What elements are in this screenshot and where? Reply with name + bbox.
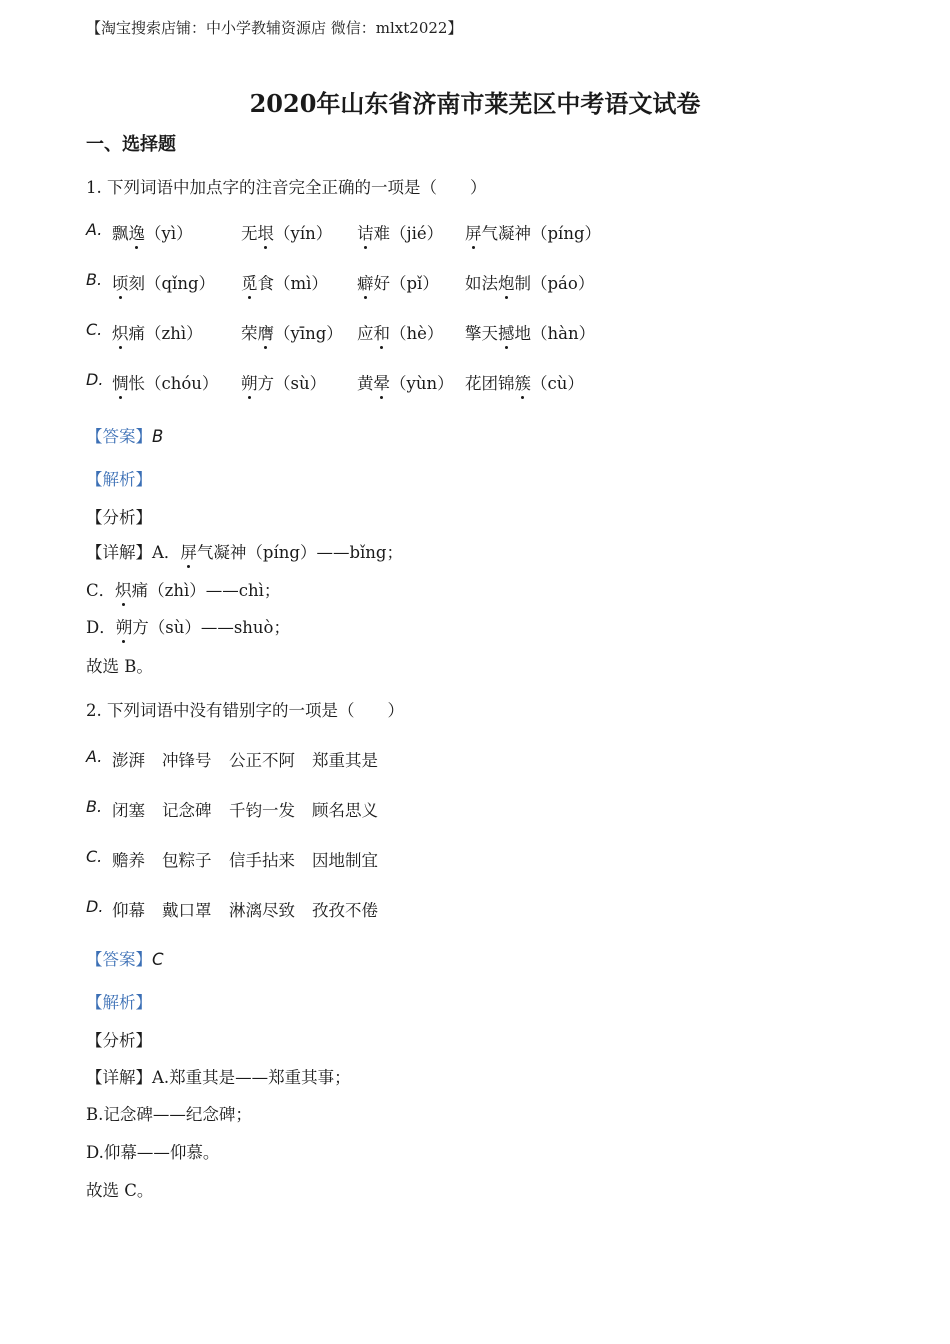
q1-option-b xyxy=(86,270,686,296)
dotted-char: 膺 xyxy=(257,324,274,343)
option-term: 荣膺（yīng） xyxy=(241,324,343,343)
dotted-char: 顷 xyxy=(112,274,129,293)
section-heading: 一、选择题 xyxy=(86,134,176,155)
q1-answer: 【答案】B xyxy=(86,427,164,446)
q1-detail-d: D．朔方（sù）——shuò； xyxy=(86,618,290,637)
option-word: 郑重其是 xyxy=(312,751,378,770)
q2-answer: 【答案】C xyxy=(86,950,164,969)
dotted-char: 炮 xyxy=(498,274,515,293)
dotted-char: 屏 xyxy=(465,224,482,243)
option-word: 顾名思义 xyxy=(312,801,378,820)
page-title: 2020年山东省济南市莱芜区中考语文试卷 xyxy=(249,89,701,118)
dotted-char: 垠 xyxy=(257,224,274,243)
option-term: 应和（hè） xyxy=(357,324,444,343)
option-letter: D. xyxy=(86,897,104,916)
q1-fenxi: 【分析】 xyxy=(86,508,152,527)
option-term: 惆怅（chóu） xyxy=(112,374,219,393)
option-letter: B. xyxy=(86,797,103,816)
option-letter: D. xyxy=(86,370,104,389)
q1-option-c xyxy=(86,320,686,346)
option-word: 仰幕 xyxy=(112,901,145,920)
q1-option-d xyxy=(86,370,686,396)
option-term: 炽痛（zhì） xyxy=(112,324,203,343)
dotted-char: 晕 xyxy=(373,374,390,393)
q2-detail-a: 【详解】A.郑重其是——郑重其事； xyxy=(86,1068,351,1087)
q2-option-b xyxy=(86,797,486,823)
q2-analysis-label: 【解析】 xyxy=(86,993,152,1012)
q1-option-a xyxy=(86,220,686,246)
option-word: 孜孜不倦 xyxy=(312,901,378,920)
dotted-char: 癖 xyxy=(357,274,374,293)
option-word: 澎湃 xyxy=(112,751,145,770)
option-word: 信手拈来 xyxy=(229,851,295,870)
dotted-char: 惆 xyxy=(112,374,129,393)
dotted-char: 诘 xyxy=(357,224,374,243)
option-term: 花团锦簇（cù） xyxy=(465,374,584,393)
q1-analysis-label: 【解析】 xyxy=(86,470,152,489)
header-note: 【淘宝搜索店铺：中小学教辅资源店 微信：mlxt2022】 xyxy=(86,19,463,37)
option-letter: B. xyxy=(86,270,103,289)
q2-option-a xyxy=(86,747,486,773)
q2-detail-b: B.记念碑——纪念碑； xyxy=(86,1105,252,1124)
option-term: 无垠（yín） xyxy=(241,224,333,243)
dotted-char: 炽 xyxy=(112,324,129,343)
option-word: 公正不阿 xyxy=(229,751,295,770)
option-term: 擎天撼地（hàn） xyxy=(465,324,596,343)
dotted-char: 簇 xyxy=(514,374,531,393)
q2-option-d xyxy=(86,897,486,923)
option-letter: A. xyxy=(86,220,103,239)
option-term: 黄晕（yùn） xyxy=(357,374,454,393)
q2-stem: 2. 下列词语中没有错别字的一项是（ ） xyxy=(86,701,404,720)
option-term: 癖好（pǐ） xyxy=(357,274,439,293)
option-term: 诘难（jié） xyxy=(357,224,444,243)
q2-fenxi: 【分析】 xyxy=(86,1031,152,1050)
option-letter: C. xyxy=(86,320,103,339)
dotted-char: 撼 xyxy=(498,324,515,343)
option-word: 因地制宜 xyxy=(312,851,378,870)
option-word: 冲锋号 xyxy=(162,751,212,770)
dotted-char: 逸 xyxy=(128,224,145,243)
option-word: 记念碑 xyxy=(162,801,212,820)
option-term: 顷刻（qǐng） xyxy=(112,274,216,293)
option-term: 屏气凝神（píng） xyxy=(465,224,602,243)
dotted-char: 朔 xyxy=(241,374,258,393)
q2-conclusion: 故选 C。 xyxy=(86,1181,154,1200)
option-term: 觅食（mì） xyxy=(241,274,328,293)
dotted-char: 觅 xyxy=(241,274,258,293)
option-letter: A. xyxy=(86,747,103,766)
option-letter: C. xyxy=(86,847,103,866)
option-word: 闭塞 xyxy=(112,801,145,820)
q1-detail-c: C．炽痛（zhì）——chì； xyxy=(86,581,281,600)
option-term: 朔方（sù） xyxy=(241,374,327,393)
option-term: 飘逸（yì） xyxy=(112,224,193,243)
q1-detail-a: 【详解】A．屏气凝神（píng）——bǐng； xyxy=(86,543,403,562)
option-word: 淋漓尽致 xyxy=(229,901,295,920)
dotted-char: 和 xyxy=(373,324,390,343)
q2-detail-d: D.仰幕——仰慕。 xyxy=(86,1143,220,1162)
option-word: 赡养 xyxy=(112,851,145,870)
option-term: 如法炮制（páo） xyxy=(465,274,595,293)
option-word: 千钧一发 xyxy=(229,801,295,820)
option-word: 包粽子 xyxy=(162,851,212,870)
q1-conclusion: 故选 B。 xyxy=(86,657,153,676)
q1-stem: 1. 下列词语中加点字的注音完全正确的一项是（ ） xyxy=(86,178,487,197)
q2-option-c xyxy=(86,847,486,873)
option-word: 戴口罩 xyxy=(162,901,212,920)
